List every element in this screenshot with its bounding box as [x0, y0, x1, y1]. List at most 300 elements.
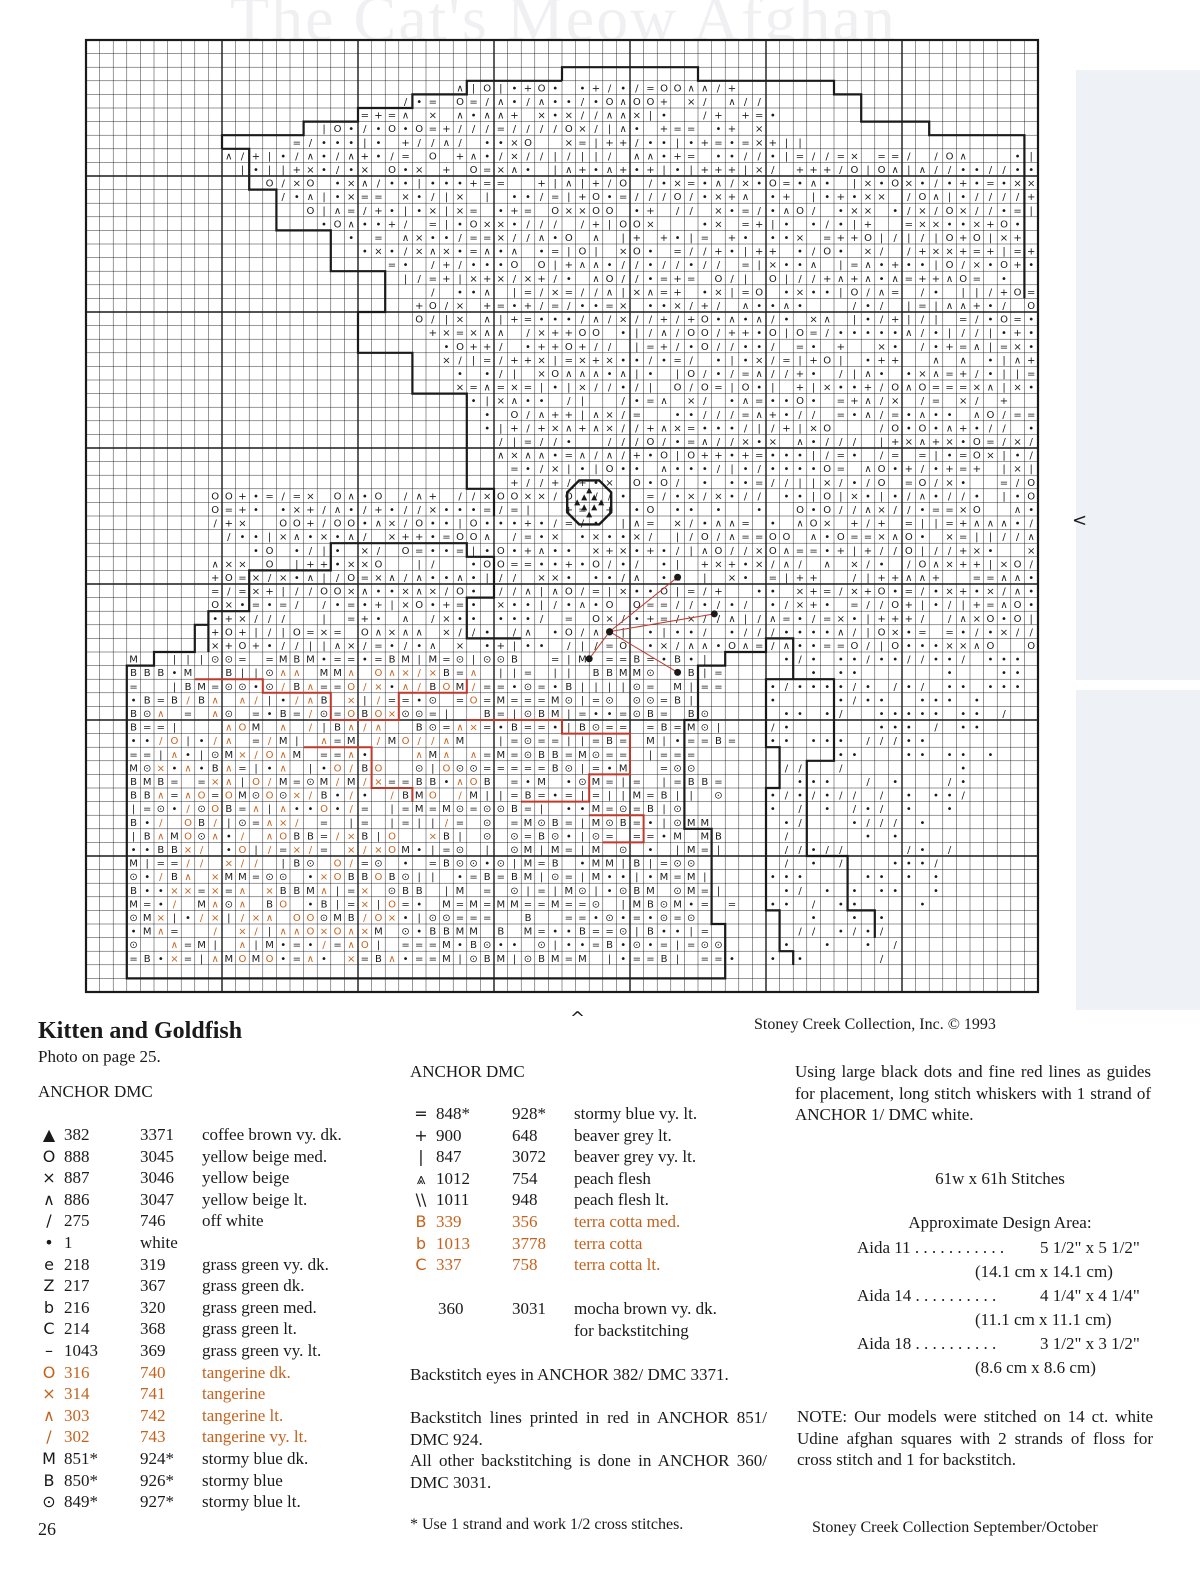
svg-text:O: O: [334, 219, 342, 230]
svg-text:=: =: [551, 655, 559, 666]
svg-text:×: ×: [755, 165, 763, 176]
svg-text:=: =: [850, 600, 858, 611]
svg-text:|: |: [907, 301, 910, 312]
svg-text:M: M: [592, 818, 601, 829]
color-name: peach flesh lt.: [574, 1190, 669, 1210]
svg-text:=: =: [442, 723, 450, 734]
svg-text:•: •: [797, 491, 803, 502]
svg-text:•: •: [647, 872, 653, 883]
svg-text:•: •: [933, 709, 939, 720]
svg-text:/: /: [853, 627, 857, 638]
svg-text:O: O: [796, 328, 804, 339]
svg-text:•: •: [1028, 383, 1034, 394]
svg-text:+: +: [728, 165, 736, 176]
svg-text:•: •: [647, 301, 653, 312]
svg-text:•: •: [933, 287, 939, 298]
svg-text:∧: ∧: [307, 682, 314, 693]
svg-text:+: +: [796, 369, 804, 380]
svg-text:/: /: [159, 872, 163, 883]
svg-text:=: =: [605, 655, 613, 666]
svg-text:+: +: [320, 559, 328, 570]
svg-text:B: B: [225, 668, 232, 679]
svg-text:×: ×: [565, 111, 573, 122]
svg-text:/: /: [975, 206, 979, 217]
svg-text:/: /: [907, 247, 911, 258]
svg-text:•: •: [960, 750, 966, 761]
svg-text:×: ×: [374, 247, 382, 258]
svg-text:O: O: [266, 791, 274, 802]
svg-text:+: +: [415, 532, 423, 543]
svg-text:|: |: [758, 423, 761, 434]
svg-text:/: /: [458, 355, 462, 366]
svg-text:=: =: [497, 124, 505, 135]
svg-text:•: •: [430, 179, 436, 190]
symbol-icon: e: [38, 1255, 60, 1274]
svg-text:+: +: [619, 138, 627, 149]
svg-text:∧: ∧: [470, 668, 477, 679]
svg-text:=: =: [619, 192, 627, 203]
svg-text:+: +: [592, 179, 600, 190]
svg-text:/: /: [472, 627, 476, 638]
svg-text:=: =: [265, 491, 273, 502]
svg-text:/: /: [703, 247, 707, 258]
svg-text:•: •: [974, 423, 980, 434]
svg-text:|: |: [377, 831, 380, 842]
svg-text:/: /: [581, 519, 585, 530]
svg-text:/: /: [785, 369, 789, 380]
svg-text:∧: ∧: [239, 940, 246, 951]
svg-text:|: |: [948, 192, 951, 203]
svg-text:/: /: [717, 410, 721, 421]
svg-text:∧: ∧: [524, 587, 531, 598]
svg-text:/: /: [186, 695, 190, 706]
svg-text:/: /: [798, 804, 802, 815]
anchor-number: 849*: [64, 1492, 98, 1512]
svg-text:O: O: [361, 627, 369, 638]
svg-text:•: •: [783, 451, 789, 462]
svg-text:×: ×: [986, 451, 994, 462]
svg-text:/: /: [1016, 532, 1020, 543]
svg-text:×: ×: [619, 587, 627, 598]
svg-text:M: M: [224, 954, 233, 965]
svg-text:×: ×: [497, 600, 505, 611]
svg-text:|: |: [608, 219, 611, 230]
svg-text:•: •: [865, 940, 871, 951]
svg-text:=: =: [633, 954, 641, 965]
svg-text:×: ×: [837, 614, 845, 625]
svg-text:=: =: [687, 179, 695, 190]
svg-text:B: B: [606, 940, 613, 951]
svg-text:•: •: [756, 437, 762, 448]
svg-text:=: =: [170, 927, 178, 938]
svg-text:B: B: [348, 913, 355, 924]
svg-text:=: =: [524, 383, 532, 394]
svg-text:•: •: [199, 763, 205, 774]
svg-text:/: /: [254, 750, 258, 761]
svg-text:/: /: [540, 124, 544, 135]
svg-text:+: +: [1027, 247, 1035, 258]
svg-text:•: •: [362, 655, 368, 666]
svg-text:/: /: [880, 301, 884, 312]
svg-text:=: =: [524, 559, 532, 570]
svg-text:M: M: [673, 899, 682, 910]
svg-text:O: O: [1027, 641, 1035, 652]
svg-text:+: +: [864, 546, 872, 557]
svg-text:/: /: [690, 247, 694, 258]
dmc-number: 3371: [140, 1125, 174, 1145]
svg-text:×: ×: [551, 532, 559, 543]
svg-text:=: =: [537, 723, 545, 734]
svg-text:M: M: [551, 709, 560, 720]
svg-text:/: /: [363, 505, 367, 516]
svg-text:|: |: [866, 165, 869, 176]
svg-text:•: •: [579, 532, 585, 543]
svg-text:•: •: [811, 682, 817, 693]
svg-text:=: =: [225, 886, 233, 897]
svg-text:×: ×: [755, 546, 763, 557]
svg-text:/: /: [635, 383, 639, 394]
svg-text:|: |: [458, 831, 461, 842]
svg-text:∧: ∧: [932, 369, 939, 380]
color-name: beaver grey vy. lt.: [574, 1147, 696, 1167]
svg-text:∧: ∧: [905, 328, 912, 339]
svg-text:/: /: [880, 600, 884, 611]
svg-text:×: ×: [483, 219, 491, 230]
svg-text:•: •: [280, 505, 286, 516]
svg-text:=: =: [687, 587, 695, 598]
svg-text:/: /: [350, 763, 354, 774]
svg-text:•: •: [865, 315, 871, 326]
svg-text:=: =: [143, 804, 151, 815]
svg-text:•: •: [443, 342, 449, 353]
svg-text:O: O: [238, 723, 246, 734]
svg-text:=: =: [347, 655, 355, 666]
svg-text:⊙: ⊙: [129, 872, 137, 883]
svg-text:•: •: [552, 682, 558, 693]
symbol-icon: –: [38, 1341, 60, 1360]
color-name: yellow beige lt.: [202, 1190, 307, 1210]
svg-text:=: =: [469, 97, 477, 108]
svg-text:B: B: [321, 695, 328, 706]
svg-text:•: •: [620, 559, 626, 570]
svg-text:B: B: [579, 927, 586, 938]
svg-text:=: =: [537, 682, 545, 693]
svg-text:/: /: [295, 641, 299, 652]
svg-text:|: |: [622, 287, 625, 298]
svg-text:|: |: [798, 355, 801, 366]
svg-text:∧: ∧: [280, 763, 287, 774]
svg-text:×: ×: [932, 219, 940, 230]
svg-text:+: +: [673, 287, 681, 298]
svg-text:=: =: [225, 505, 233, 516]
svg-text:∧: ∧: [239, 899, 246, 910]
svg-text:+: +: [646, 165, 654, 176]
svg-text:•: •: [620, 872, 626, 883]
svg-text:/: /: [540, 437, 544, 448]
svg-text:•: •: [511, 682, 517, 693]
svg-text:/: /: [989, 287, 993, 298]
svg-text:B: B: [538, 750, 545, 761]
svg-text:O: O: [823, 464, 831, 475]
svg-text:M: M: [524, 872, 533, 883]
svg-text:=: =: [469, 804, 477, 815]
svg-text:⊙: ⊙: [633, 709, 641, 720]
svg-text:|: |: [1002, 451, 1005, 462]
svg-text:O: O: [374, 668, 382, 679]
symbol-icon: C: [410, 1255, 432, 1274]
svg-text:/: /: [730, 274, 734, 285]
svg-text:∧: ∧: [756, 410, 763, 421]
svg-text:|: |: [540, 600, 543, 611]
svg-text:+: +: [469, 179, 477, 190]
svg-text:×: ×: [714, 206, 722, 217]
svg-text:=: =: [524, 437, 532, 448]
svg-text:B: B: [538, 831, 545, 842]
svg-text:∧: ∧: [905, 383, 912, 394]
svg-text:/: /: [513, 233, 517, 244]
svg-text:∧: ∧: [348, 219, 355, 230]
svg-text:O: O: [905, 532, 913, 543]
svg-text:•: •: [620, 491, 626, 502]
svg-text:|: |: [363, 695, 366, 706]
svg-text:=: =: [388, 777, 396, 788]
symbol-icon: O: [38, 1147, 60, 1166]
svg-text:M: M: [469, 791, 478, 802]
svg-text:•: •: [321, 219, 327, 230]
svg-text:/: /: [418, 668, 422, 679]
svg-text:|: |: [513, 641, 516, 652]
svg-text:+: +: [306, 505, 314, 516]
svg-text:|: |: [173, 913, 176, 924]
svg-text:=: =: [238, 804, 246, 815]
svg-text:•: •: [892, 655, 898, 666]
svg-text:M: M: [687, 872, 696, 883]
symbol-icon: Z: [38, 1276, 60, 1295]
svg-text:•: •: [974, 709, 980, 720]
svg-text:•: •: [838, 695, 844, 706]
svg-text:×: ×: [510, 383, 518, 394]
svg-text:|: |: [526, 505, 529, 516]
svg-text:+: +: [905, 600, 913, 611]
svg-text:/: /: [1030, 627, 1034, 638]
svg-text:•: •: [362, 247, 368, 258]
svg-text:+: +: [646, 206, 654, 217]
svg-text:∧: ∧: [388, 573, 395, 584]
svg-text:B: B: [674, 695, 681, 706]
svg-text:•: •: [1015, 451, 1021, 462]
svg-text:=: =: [456, 695, 464, 706]
svg-text:|: |: [703, 872, 706, 883]
svg-text:/: /: [880, 736, 884, 747]
svg-text:⊙: ⊙: [401, 872, 409, 883]
svg-text:/: /: [948, 491, 952, 502]
svg-text:O: O: [633, 478, 641, 489]
svg-text:•: •: [811, 777, 817, 788]
svg-text:=: =: [333, 682, 341, 693]
svg-text:/: /: [880, 383, 884, 394]
svg-text:•: •: [919, 736, 925, 747]
svg-text:=: =: [986, 573, 994, 584]
svg-text:=: =: [551, 736, 559, 747]
svg-text:⊙: ⊙: [687, 859, 695, 870]
svg-text:•: •: [620, 83, 626, 94]
design-area-title: Approximate Design Area:: [795, 1213, 1200, 1233]
svg-text:/: /: [785, 831, 789, 842]
svg-text:=: =: [483, 886, 491, 897]
svg-text:/: /: [418, 736, 422, 747]
svg-text:×: ×: [456, 192, 464, 203]
svg-text:×: ×: [864, 192, 872, 203]
svg-text:/: /: [268, 614, 272, 625]
svg-text:B: B: [701, 777, 708, 788]
svg-text:+: +: [293, 165, 301, 176]
svg-text:|: |: [649, 111, 652, 122]
svg-text:=: =: [701, 736, 709, 747]
svg-text:B: B: [484, 954, 491, 965]
design-area-metric: (8.6 cm x 8.6 cm): [975, 1358, 1096, 1378]
svg-text:/: /: [173, 899, 177, 910]
svg-text:O: O: [619, 641, 627, 652]
svg-text:O: O: [470, 695, 478, 706]
svg-text:O: O: [211, 600, 219, 611]
svg-text:|: |: [608, 124, 611, 135]
svg-text:/: /: [934, 151, 938, 162]
svg-text:O: O: [646, 505, 654, 516]
svg-text:•: •: [838, 247, 844, 258]
svg-text:•: •: [457, 369, 463, 380]
svg-text:=: =: [483, 505, 491, 516]
svg-text:+: +: [741, 111, 749, 122]
svg-text:×: ×: [293, 505, 301, 516]
svg-text:=: =: [619, 736, 627, 747]
svg-text:O: O: [714, 274, 722, 285]
svg-text:=: =: [701, 927, 709, 938]
svg-text:×: ×: [537, 111, 545, 122]
svg-text:+: +: [891, 355, 899, 366]
svg-text:|: |: [934, 260, 937, 271]
svg-text:O: O: [388, 831, 396, 842]
svg-text:∧: ∧: [320, 736, 327, 747]
svg-text:•: •: [974, 179, 980, 190]
svg-text:/: /: [159, 736, 163, 747]
svg-text:+: +: [442, 274, 450, 285]
svg-text:|: |: [581, 641, 584, 652]
svg-text:/: /: [241, 859, 245, 870]
svg-text:|: |: [404, 274, 407, 285]
svg-text:⊙: ⊙: [537, 940, 545, 951]
svg-text:B: B: [144, 668, 151, 679]
svg-text:/: /: [445, 587, 449, 598]
svg-text:=: =: [823, 614, 831, 625]
svg-text:•: •: [783, 627, 789, 638]
svg-text:∧: ∧: [429, 641, 436, 652]
svg-text:/: /: [676, 260, 680, 271]
svg-text:M: M: [306, 655, 315, 666]
svg-text:|: |: [418, 913, 421, 924]
svg-text:=: =: [252, 872, 260, 883]
svg-text:B: B: [321, 899, 328, 910]
svg-text:•: •: [375, 219, 381, 230]
svg-text:+: +: [633, 233, 641, 244]
svg-text:•: •: [838, 899, 844, 910]
svg-text:/: /: [581, 315, 585, 326]
svg-text:•: •: [484, 627, 490, 638]
svg-text:•: •: [756, 328, 762, 339]
color-name: yellow beige med.: [202, 1147, 327, 1167]
svg-text:∧: ∧: [688, 83, 695, 94]
svg-text:B: B: [130, 668, 137, 679]
svg-text:|: |: [486, 192, 489, 203]
svg-text:•: •: [484, 859, 490, 870]
svg-text:B: B: [307, 831, 314, 842]
svg-text:|: |: [254, 940, 257, 951]
svg-text:•: •: [811, 655, 817, 666]
svg-text:=: =: [605, 927, 613, 938]
svg-text:•: •: [443, 179, 449, 190]
svg-text:×: ×: [823, 478, 831, 489]
svg-text:/: /: [948, 546, 952, 557]
svg-text:⊙: ⊙: [225, 899, 233, 910]
svg-text:•: •: [851, 328, 857, 339]
svg-text:∧: ∧: [375, 627, 382, 638]
svg-text:=: =: [129, 954, 137, 965]
svg-text:/: /: [826, 151, 830, 162]
svg-text:/: /: [499, 573, 503, 584]
svg-text:•: •: [688, 138, 694, 149]
svg-text:|: |: [227, 913, 230, 924]
svg-text:×: ×: [905, 179, 913, 190]
svg-text:O: O: [701, 328, 709, 339]
svg-text:×: ×: [225, 559, 233, 570]
svg-text:O: O: [1000, 315, 1008, 326]
svg-text:×: ×: [252, 913, 260, 924]
svg-text:∧: ∧: [579, 369, 586, 380]
svg-text:×: ×: [605, 423, 613, 434]
svg-text:•: •: [879, 179, 885, 190]
svg-text:/: /: [866, 478, 870, 489]
svg-text:|: |: [880, 437, 883, 448]
svg-text:+: +: [850, 519, 858, 530]
svg-text:=: =: [347, 206, 355, 217]
svg-text:/: /: [458, 233, 462, 244]
svg-text:=: =: [347, 886, 355, 897]
svg-text:+: +: [850, 233, 858, 244]
svg-text:=: =: [157, 859, 165, 870]
svg-text:|: |: [322, 614, 325, 625]
svg-text:=: =: [429, 97, 437, 108]
svg-text:∧: ∧: [361, 179, 368, 190]
svg-text:/: /: [771, 165, 775, 176]
svg-text:/: /: [812, 927, 816, 938]
svg-text:•: •: [661, 301, 667, 312]
svg-text:•: •: [457, 872, 463, 883]
svg-text:=: =: [279, 845, 287, 856]
svg-text:|: |: [268, 165, 271, 176]
svg-text:M: M: [224, 872, 233, 883]
svg-text:|: |: [472, 546, 475, 557]
svg-text:/: /: [758, 97, 762, 108]
svg-text:⊙: ⊙: [510, 831, 518, 842]
svg-text:/: /: [812, 791, 816, 802]
svg-text:=: =: [755, 111, 763, 122]
svg-text:•: •: [865, 927, 871, 938]
svg-text:∧: ∧: [783, 546, 790, 557]
svg-text:O: O: [946, 260, 954, 271]
svg-text:•: •: [811, 859, 817, 870]
svg-text:B: B: [157, 777, 164, 788]
svg-text:•: •: [389, 682, 395, 693]
svg-text:•: •: [484, 519, 490, 530]
